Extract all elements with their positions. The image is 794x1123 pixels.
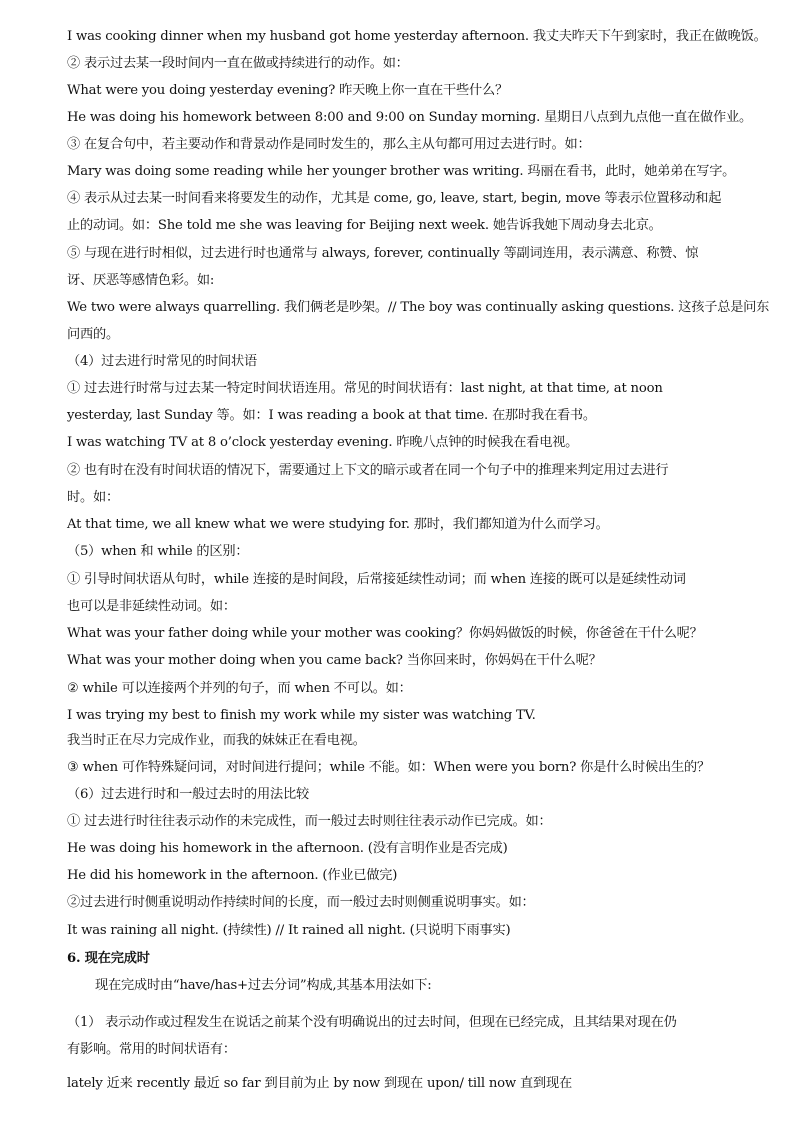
text-line: ③ 在复合句中，若主要动作和背景动作是同时发生的，那么主从句都可用过去进行时。如：: [67, 137, 591, 152]
text-line: ④ 表示从过去某一时间看来将要发生的动作，尤其是 come, go, leave, start, begin, move 等表示位置移动和起: [67, 191, 722, 206]
text-line: 有影响。常用的时间状语有：: [67, 1042, 236, 1057]
text-line: 也可以是非延续性动词。如：: [67, 599, 236, 614]
text-line: ② while 可以连接两个并列的句子，而 when 不可以。如：: [67, 681, 412, 696]
section-heading: （5）when 和 while 的区别：: [67, 544, 249, 559]
text-line: Mary was doing some reading while her younger brother was writing. 玛丽在看书，此时，她弟弟在写字。: [67, 164, 736, 179]
text-line: ② 也有时在没有时间状语的情况下，需要通过上下文的暗示或者在同一个句子中的推理来判定用过去进行: [67, 463, 669, 478]
text-line: 时。如：: [67, 490, 119, 505]
text-line: He did his homework in the afternoon. (作业已做完): [67, 868, 398, 883]
text-line: ① 过去进行时往往表示动作的未完成性，而一般过去时则往往表示动作已完成。如：: [67, 814, 552, 829]
text-line: I was cooking dinner when my husband got home yesterday afternoon. 我丈夫昨天下午到家时，我正在做晚饭。: [67, 29, 767, 44]
text-line: lately 近来 recently 最近 so far 到目前为止 by now 到现在 upon/ till now 直到现在: [67, 1076, 572, 1091]
text-line: I was trying my best to finish my work while my sister was watching TV.: [67, 708, 536, 723]
text-line: ② 表示过去某一段时间内一直在做或持续进行的动作。如：: [67, 56, 409, 71]
text-line: He was doing his homework in the afternoon. (没有言明作业是否完成): [67, 841, 508, 856]
text-line: ③ when 可作特殊疑问词，对时间进行提问；while 不能。如：When were you born? 你是什么时候出生的？: [67, 760, 710, 775]
text-line: At that time, we all knew what we were studying for. 那时，我们都知道为什么而学习。: [67, 517, 609, 532]
text-line: We two were always quarrelling. 我们俩老是吵架。// The boy was continually asking questions. 这孩子总是问东: [67, 300, 770, 315]
text-line: I was watching TV at 8 o’clock yesterday evening. 昨晚八点钟的时候我在看电视。: [67, 435, 579, 450]
text-line: （1） 表示动作或过程发生在说话之前某个没有明确说出的过去时间，但现在已经完成，且其结果对现在仍: [67, 1015, 677, 1030]
text-line: What was your mother doing when you came back? 当你回来时，你妈妈在干什么呢？: [67, 653, 602, 668]
section-heading: （4）过去进行时常见的时间状语: [67, 354, 258, 369]
text-line: 讶、厌恶等感情色彩。如:: [67, 273, 215, 288]
text-line: ②过去进行时侧重说明动作持续时间的长度，而一般过去时则侧重说明事实。如：: [67, 895, 535, 910]
text-line: It was raining all night. (持续性) // It rained all night. (只说明下雨事实): [67, 923, 511, 938]
text-line: yesterday, last Sunday 等。如：I was reading a book at that time. 在那时我在看书。: [67, 408, 596, 423]
text-line: ⑤ 与现在进行时相似，过去进行时也通常与 always, forever, continually 等副词连用，表示满意、称赞、惊: [67, 246, 699, 261]
text-line: 现在完成时由“have/has+过去分词”构成,其基本用法如下:: [95, 978, 432, 993]
text-line: He was doing his homework between 8:00 and 9:00 on Sunday morning. 星期日八点到九点他一直在做作业。: [67, 110, 752, 125]
text-line: ① 引导时间状语从句时，while 连接的是时间段，后常接延续性动词；而 when 连接的既可以是延续性动词: [67, 572, 686, 587]
section-title: 6. 现在完成时: [67, 951, 150, 966]
section-heading: （6）过去进行时和一般过去时的用法比较: [67, 787, 309, 802]
text-line: 止的动词。如：She told me she was leaving for Beijing next week. 她告诉我她下周动身去北京。: [67, 218, 662, 233]
text-line: 我当时正在尽力完成作业，而我的妹妹正在看电视。: [67, 733, 366, 748]
text-line: What was your father doing while your mother was cooking？你妈妈做饭的时候，你爸爸在干什么呢？: [67, 626, 703, 641]
text-line: What were you doing yesterday evening? 昨天晚上你一直在干些什么？: [67, 83, 508, 98]
text-line: ① 过去进行时常与过去某一特定时间状语连用。常见的时间状语有：last night, at that time, at noon: [67, 381, 663, 396]
text-line: 问西的。: [67, 327, 119, 342]
